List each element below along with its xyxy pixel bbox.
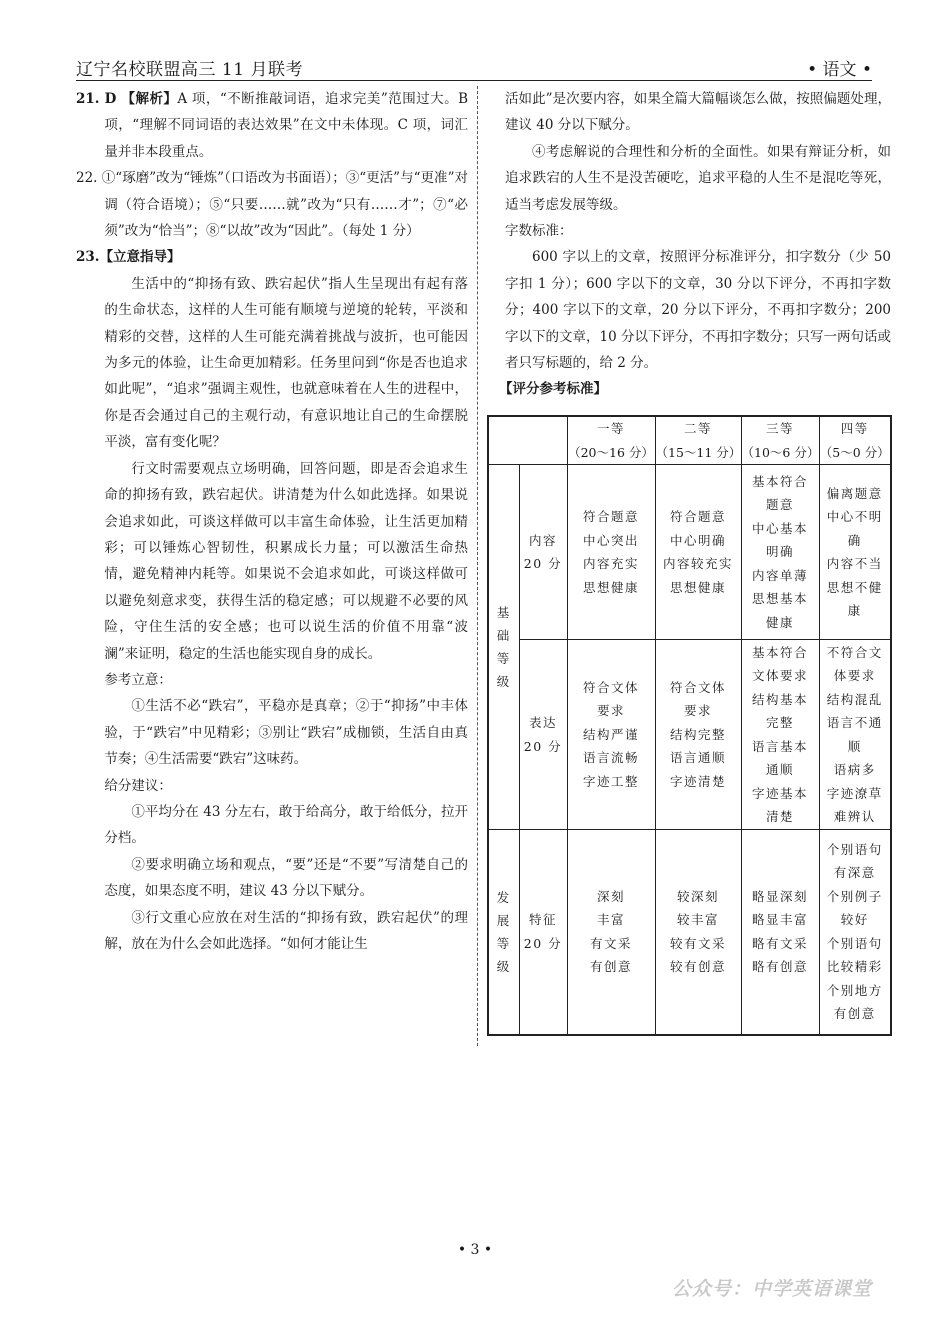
- cell-line: 结构完整: [669, 726, 726, 742]
- table-cell: [819, 830, 891, 1035]
- item-points: 20 分: [523, 935, 563, 951]
- cell-line: 比较精彩: [826, 959, 883, 975]
- grade-name: 二等: [683, 421, 712, 436]
- cell-line: 有深意: [833, 865, 876, 881]
- page-number: • 3 •: [457, 1242, 493, 1258]
- cell-line: 完整: [765, 715, 794, 730]
- cell-line: 思想不健: [826, 579, 883, 595]
- table-cell: [655, 830, 741, 1035]
- item-label: [519, 830, 567, 1035]
- table-cell: [567, 640, 655, 830]
- item-name: 特征: [528, 912, 557, 928]
- cell-line: 基本符合: [751, 473, 808, 489]
- cell-line: 思想健康: [582, 579, 639, 595]
- cell-line: 结构基本: [751, 691, 808, 707]
- cell-line: 通顺: [765, 762, 794, 777]
- grade-header: [567, 416, 655, 465]
- table-cell: [741, 465, 819, 640]
- grade-header: [819, 416, 891, 465]
- item-label: [519, 640, 567, 830]
- cell-line: 顺: [847, 738, 862, 754]
- group-label: [488, 830, 519, 1035]
- cell-line: 语言流畅: [582, 750, 639, 766]
- corner-cell: [488, 416, 567, 465]
- cell-line: 基本符合: [751, 644, 808, 660]
- item-name: 表达: [528, 715, 557, 730]
- cell-line: 语病多: [833, 762, 876, 777]
- cell-line: 健康: [765, 614, 794, 630]
- header-title: 辽宁名校联盟高三 11 月联考: [76, 60, 303, 80]
- table-cell: [567, 830, 655, 1035]
- cell-line: 个别语句: [826, 841, 883, 857]
- cell-line: 字迹工整: [582, 773, 639, 789]
- grade-range: （15～11 分）: [655, 444, 742, 460]
- item-name: 内容: [528, 532, 557, 548]
- theme-paragraph-2: 行文时需要观点立场明确，回答问题，即是否会追求生命的抑扬有致，跌宕起伏。讲清楚为什么如此选择。如果说会追求如此，可谈这样做可以丰富生命体验，让生活更加精彩；可以锤炼心智韧性，积累成长力量；可以激活生命热情，避免精神内耗等。如果说不会追求如此，可谈这样做可以避免刻意求变，获得生活的稳定感；可以规避不必要的风险，守住生活的安全感；也可以说生活的价值不用靠“波澜”来证明，稳定的生活也能实现自身的成长。: [104, 460, 468, 662]
- cell-line: 结构严谨: [582, 726, 639, 742]
- grade-range: （10～6 分）: [741, 444, 820, 460]
- grade-header: [655, 416, 741, 465]
- grade-header: [741, 416, 819, 465]
- cell-line: 有文采: [589, 935, 632, 951]
- answer-21: [76, 86, 468, 165]
- cell-line: 康: [847, 603, 862, 618]
- scoring-table: [487, 415, 892, 1036]
- theme-paragraph-1: 生活中的“抑扬有致、跌宕起伏”指人生呈现出有起有落的生命状态，这样的人生可能有顺境与逆境的轮转，平淡和精彩的交替，这样的人生可能充满着挑战与波折，也可能因为多元的体验，让生命更加精彩。任务里问到“你是否也追求如此呢”，“追求”强调主观性，也就意味着在人生的进程中，你是否会通过自己的主观行动，有意识地让自己的生命摆脱平淡，富有变化呢？: [104, 275, 468, 451]
- cell-line: 明确: [765, 544, 794, 560]
- cell-line: 个别例子: [826, 888, 883, 904]
- advice-3: ③行文重心应放在对生活的“抑扬有致，跌宕起伏”的理解，放在为什么会如此选择。“如何才能让生: [104, 909, 468, 952]
- cell-line: 较有文采: [669, 935, 726, 951]
- cell-line: 语言基本: [751, 738, 808, 754]
- group-label-text: 发展等级: [496, 889, 511, 974]
- grade-name: 三等: [765, 421, 794, 436]
- cell-line: 内容不当: [826, 556, 883, 571]
- cell-line: 字迹潦草: [826, 785, 883, 801]
- cell-line: 符合文体: [582, 679, 639, 695]
- table-row: [488, 640, 891, 830]
- advice-4: ④考虑解说的合理性和分析的全面性。如果有辩证分析，如追求跌宕的人生不是没苦硬吃，追求平稳的人生不是混吃等死，适当考虑发展等级。: [505, 143, 891, 213]
- advice-1: ①平均分在 43 分左右，敢于给高分，敢于给低分，拉开分档。: [104, 803, 468, 847]
- cell-line: 清楚: [765, 809, 794, 824]
- answer-21-body: A 项，“不断推敲词语，追求完美”范围过大。B 项，“理解不同词语的表达效果”在文中未体现。C 项，词汇量并非本段重点。: [104, 91, 469, 160]
- table-cell: [819, 640, 891, 830]
- table-row: [488, 830, 891, 1035]
- table-cell: [741, 640, 819, 830]
- cell-line: 中心突出: [582, 532, 639, 548]
- cell-line: 深刻: [596, 888, 625, 904]
- cell-line: 有创意: [833, 1006, 876, 1022]
- cell-line: 符合题意: [669, 509, 726, 524]
- cell-line: 个别地方: [826, 982, 883, 998]
- cell-line: 要求: [683, 703, 712, 719]
- cell-line: 难辨认: [833, 809, 876, 824]
- cell-line: 偏离题意: [826, 485, 883, 501]
- advice-2: ②要求明确立场和观点，“要”还是“不要”写清楚自己的态度，如果态度不明，建议 43 分以下赋分。: [104, 856, 468, 900]
- cell-line: 思想基本: [751, 591, 808, 607]
- group-label: [488, 465, 519, 830]
- answer-23-head: 23.【立意指导】: [76, 249, 181, 266]
- cell-line: 略有文采: [751, 935, 808, 951]
- cell-line: 较深刻: [676, 888, 719, 904]
- cell-line: 略有创意: [751, 959, 808, 975]
- cell-line: 中心基本: [751, 520, 808, 536]
- table-cell: [741, 830, 819, 1035]
- header-subject: • 语文 •: [807, 60, 872, 80]
- cell-line: 内容较充实: [662, 556, 733, 571]
- grade-name: 四等: [840, 421, 869, 436]
- cell-line: 体要求: [833, 668, 876, 683]
- table-row: [488, 465, 891, 640]
- cell-line: 中心不明: [826, 509, 883, 524]
- cell-line: 要求: [596, 703, 625, 719]
- grade-range: （5～0 分）: [819, 444, 890, 460]
- item-points: 20 分: [523, 556, 563, 571]
- left-column: [76, 86, 468, 957]
- word-count-label: 字数标准：: [505, 223, 573, 240]
- cell-line: 结构混乱: [826, 691, 883, 707]
- grade-range: （20～16 分）: [568, 444, 654, 460]
- cell-line: 中心明确: [669, 532, 726, 548]
- cell-line: 字迹清楚: [669, 773, 726, 789]
- advice-label: 给分建议：: [104, 777, 172, 794]
- cell-line: 题意: [765, 497, 794, 513]
- header-rule: [76, 80, 872, 81]
- cell-line: 较好: [840, 912, 869, 928]
- answer-23-body: [76, 271, 468, 958]
- right-column: [499, 86, 891, 403]
- table-title: 【评分参考标准】: [499, 381, 607, 398]
- reference-label: 参考立意：: [104, 671, 172, 688]
- table-cell: [655, 465, 741, 640]
- cell-line: 不符合文: [826, 644, 883, 660]
- table-cell: [655, 640, 741, 830]
- cell-line: 文体要求: [751, 668, 808, 683]
- answer-22: 22. ①“琢磨”改为“锤炼”（口语改为书面语）；③“更活”与“更准”对调（符合语境）；⑤“只要……就”改为“只有……才”；⑦“必须”改为“恰当”；⑧“以故”改为“因此”。（每处 1 分）: [76, 170, 468, 240]
- reference-body: ①生活不必“跌宕”，平稳亦是真章；②于“抑扬”中丰体验，于“跌宕”中见精彩；③别让“跌宕”成枷锁，生活自由真节奏；④生活需要“跌宕”这味药。: [104, 698, 468, 768]
- cell-line: 语言通顺: [669, 750, 726, 766]
- cell-line: 内容充实: [582, 556, 639, 571]
- table-header-row: [488, 416, 891, 465]
- cell-line: 丰富: [596, 912, 625, 928]
- cell-line: 确: [847, 532, 862, 548]
- cell-line: 较丰富: [676, 912, 719, 928]
- column-divider: [477, 86, 478, 1046]
- grade-name: 一等: [596, 421, 625, 436]
- item-label: [519, 465, 567, 640]
- group-label-text: 基础等级: [496, 604, 511, 689]
- cell-line: 较有创意: [669, 959, 726, 975]
- watermark: 公众号：中学英语课堂: [671, 1278, 872, 1300]
- answer-21-head: 21. D 【解析】: [76, 91, 178, 107]
- item-points: 20 分: [523, 738, 563, 754]
- cell-line: 略显深刻: [751, 888, 808, 904]
- cell-line: 内容单薄: [751, 567, 808, 583]
- table-cell: [567, 465, 655, 640]
- table-cell: [819, 465, 891, 640]
- cell-line: 思想健康: [669, 579, 726, 595]
- cell-line: 有创意: [589, 959, 632, 975]
- cell-line: 符合文体: [669, 679, 726, 695]
- cell-line: 字迹基本: [751, 785, 808, 801]
- word-count-body: 600 字以上的文章，按照评分标准评分，扣字数分（少 50 字扣 1 分）；600 字以下的文章，30 分以下评分，不再扣字数分；400 字以下的文章，20 分以下评分，不再扣字数分；200 字以下的文章，10 分以下评分，不再扣字数分；只写一两句话或者只写标题的，给 2 分。: [505, 249, 891, 372]
- advice-3-continued: 活如此”是次要内容，如果全篇大篇幅谈怎么做，按照偏题处理，建议 40 分以下赋分。: [505, 91, 891, 134]
- cell-line: 语言不通: [826, 715, 883, 730]
- cell-line: 符合题意: [582, 509, 639, 524]
- cell-line: 个别语句: [826, 935, 883, 951]
- cell-line: 略显丰富: [751, 912, 808, 928]
